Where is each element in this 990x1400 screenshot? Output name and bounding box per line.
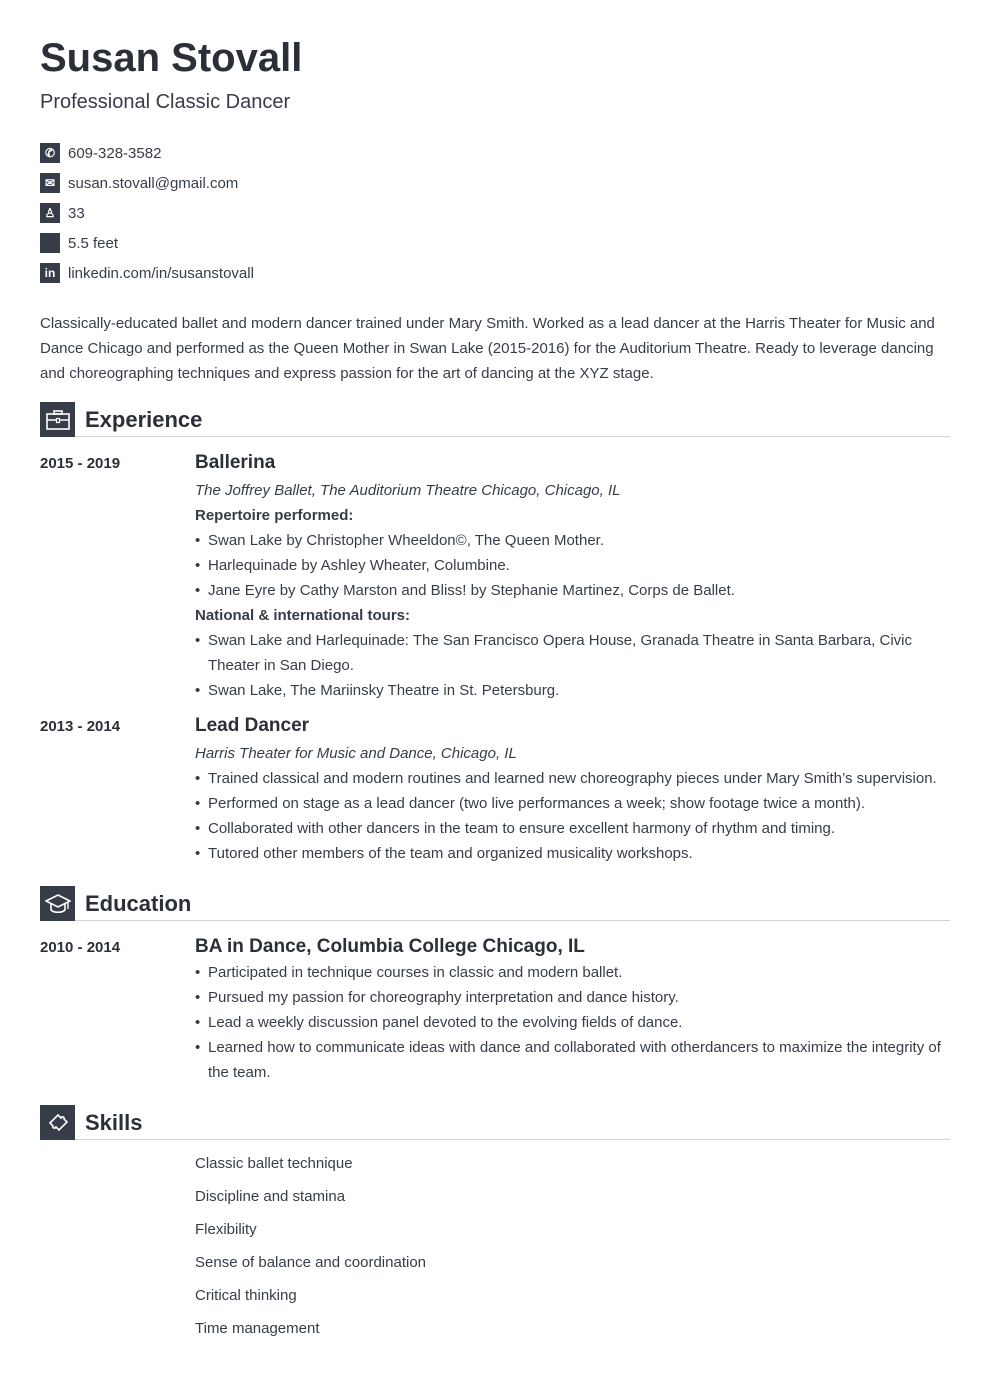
list-item: • Lead a weekly discussion panel devoted to the evolving fields of dance.	[195, 1010, 950, 1035]
list-item: • Collaborated with other dancers in the team to ensure excellent harmony of rhythm and timing.	[195, 816, 950, 841]
skill-item: Flexibility	[195, 1221, 257, 1238]
skill-item: Time management	[195, 1320, 320, 1337]
skills-section	[40, 1105, 950, 1352]
divider	[75, 1139, 950, 1140]
section-title: Skills	[85, 1110, 143, 1135]
candidate-title: Professional Classic Dancer	[40, 91, 291, 113]
phone-icon: ✆	[40, 143, 60, 163]
list-item: • Harlequinade by Ashley Wheater, Columbine.	[195, 553, 950, 578]
divider	[75, 920, 950, 921]
contact-age: ♙ 33	[40, 198, 254, 228]
candidate-name: Susan Stovall	[40, 36, 303, 80]
list-item: • Pursued my passion for choreography interpretation and dance history.	[195, 985, 950, 1010]
list-item: • Tutored other members of the team and organized musicality workshops.	[195, 841, 950, 866]
contact-email: ✉ susan.stovall@gmail.com	[40, 168, 254, 198]
list-item: • Performed on stage as a lead dancer (two live performances a week; show footage twice a month).	[195, 791, 950, 816]
skill-item: Discipline and stamina	[195, 1188, 346, 1205]
list-item: • Participated in technique courses in classic and modern ballet.	[195, 960, 950, 985]
experience-section	[40, 402, 950, 866]
email-icon: ✉	[40, 173, 60, 193]
list-item: • Swan Lake by Christopher Wheeldon©, The Queen Mother.	[195, 528, 950, 553]
education-section	[40, 886, 950, 1085]
job-entry: 2013 - 2014 Lead Dancer Harris Theater for Music and Dance, Chicago, IL • Trained classical and modern routines and learned new choreography pieces under Mary Smith’s supervision. • Performed on stage as a lead dancer (two live performances a week; show footage twice a month). • Collaborated with other dancers in the team to ensure excellent harmony of rhythm and timing. • Tutored other members of the team and organized musicality workshops.	[40, 713, 950, 866]
skills-list	[195, 1154, 950, 1352]
person-icon: ♙	[40, 203, 60, 223]
education-entry: 2010 - 2014 BA in Dance, Columbia College Chicago, IL • Participated in technique courses in classic and modern ballet. • Pursued my passion for choreography interpretation and dance history. • Lead a weekly discussion panel devoted to the evolving fields of dance. • Learned how to communicate ideas with dance and collaborated with otherdancers to maximize the integrity of the team.	[40, 934, 950, 1085]
list-item: • Swan Lake and Harlequinade: The San Francisco Opera House, Granada Theatre in Santa Barbara, Civic Theater in San Diego.	[195, 628, 950, 678]
briefcase-icon	[40, 402, 75, 437]
skill-item: Critical thinking	[195, 1287, 297, 1304]
linkedin-icon: in	[40, 263, 60, 283]
summary: Classically-educated ballet and modern dancer trained under Mary Smith. Worked as a lead dancer at the Harris Theater for Music and Dance Chicago and performed as the Queen Mother in Swan Lake (2015-2016) for the Auditorium Theatre. Ready to leverage dancing and choreographing techniques and express passion for the art of dancing at the XYZ stage.	[40, 315, 935, 382]
divider	[75, 436, 950, 437]
section-title: Experience	[85, 407, 203, 432]
puzzle-icon	[40, 1105, 75, 1140]
list-item: • Learned how to communicate ideas with dance and collaborated with otherdancers to maximize the integrity of the team.	[195, 1035, 950, 1085]
list-item: • Jane Eyre by Cathy Marston and Bliss! by Stephanie Martinez, Corps de Ballet.	[195, 578, 950, 603]
contact-linkedin: in linkedin.com/in/susanstovall	[40, 258, 254, 288]
skill-item: Classic ballet technique	[195, 1155, 353, 1172]
section-title: Education	[85, 891, 192, 916]
height-icon	[40, 233, 60, 253]
list-item: • Swan Lake, The Mariinsky Theatre in St. Petersburg.	[195, 678, 950, 703]
skill-item: Sense of balance and coordination	[195, 1254, 427, 1271]
job-entry: 2015 - 2019 Ballerina The Joffrey Ballet, The Auditorium Theatre Chicago, Chicago, IL Repertoire performed: • Swan Lake by Christopher Wheeldon©, The Queen Mother. • Harlequinade by Ashley Wheater, Columbine. • Jane Eyre by Cathy Marston and Bliss! by Stephanie Martinez, Corps de Ballet. National & international tours: • Swan Lake and Harlequinade: The San Francisco Opera House, Granada Theatre in Santa Barbara, Civic Theater in San Diego. • Swan Lake, The Mariinsky Theatre in St. Petersburg.	[40, 450, 950, 703]
contact-height: 5.5 feet	[40, 228, 254, 258]
contact-phone: ✆ 609-328-3582	[40, 138, 254, 168]
graduation-cap-icon	[40, 886, 75, 921]
list-item: • Trained classical and modern routines and learned new choreography pieces under Mary Smith’s supervision.	[195, 766, 950, 791]
contact-list	[40, 138, 254, 288]
